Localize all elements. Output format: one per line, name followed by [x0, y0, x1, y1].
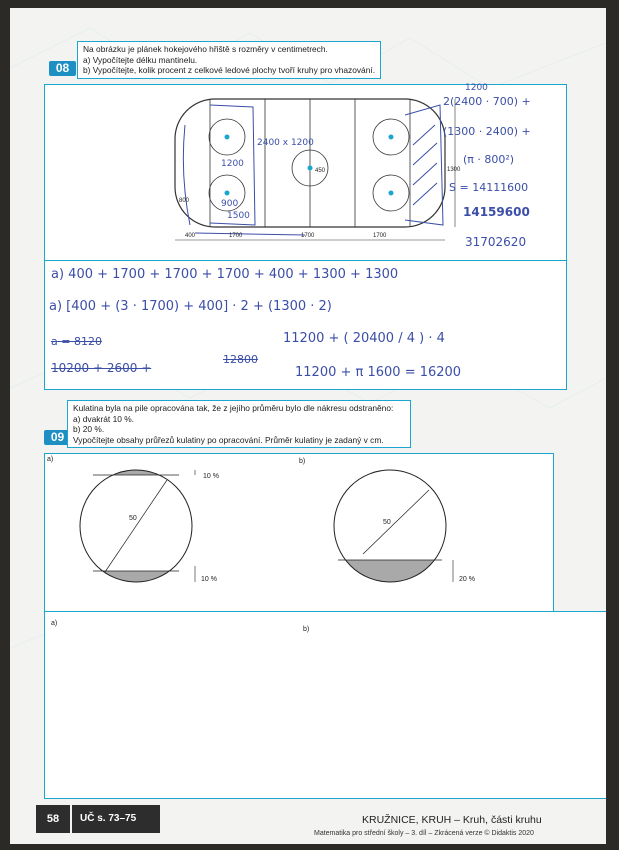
- pct-b: 20 %: [459, 576, 475, 583]
- answer-label-b: b): [303, 626, 310, 633]
- hw-plan-r6: 14159600: [463, 205, 530, 219]
- task-09-answer-frame: [44, 611, 606, 799]
- hw-plan-r5: S = 14111600: [449, 181, 529, 194]
- task-08-line-1: Na obrázku je plánek hokejového hřiště s rozměry v centimetrech.: [83, 44, 328, 54]
- hw-answer-3: a = 8120: [51, 335, 102, 348]
- diameter-b: 50: [383, 519, 391, 526]
- task-08-line-2: a) Vypočítejte délku mantinelu.: [83, 54, 198, 65]
- pct-a-bottom: 10 %: [201, 576, 217, 583]
- hw-answer-1: a) 400 + 1700 + 1700 + 1700 + 400 + 1300 + 1300: [51, 267, 399, 282]
- task-08-badge: 08: [49, 61, 76, 76]
- answer-label-a: a): [51, 620, 58, 627]
- task-08-drawing-frame: [44, 84, 567, 262]
- hw-plan-r1: 1200: [465, 83, 488, 93]
- chapter-title: KRUŽNICE, KRUH – Kruh, části kruhu: [362, 814, 542, 826]
- dim-400: 400: [185, 233, 196, 239]
- dim-450: 450: [315, 168, 326, 174]
- label-b: b): [299, 458, 306, 465]
- task-08-header: [77, 41, 381, 79]
- dim-1700-b: 1700: [301, 233, 315, 239]
- hw-answer-4: 10200 + 2600 +: [51, 361, 152, 375]
- hw-1200: 1200: [221, 159, 244, 169]
- hw-answer-5: 12800: [223, 353, 258, 366]
- task-09-line-1: Kulatina byla na pile opracována tak, že z jejího průměru bylo dle nákresu odstraněno:: [73, 403, 394, 413]
- textbook-reference: UČ s. 73–75: [72, 805, 160, 833]
- hw-plan-r2: 2(2400 · 700) +: [443, 95, 531, 108]
- task-09-line-3: b) 20 %.: [73, 424, 105, 435]
- hw-plan-r7: 31702620: [465, 235, 527, 249]
- hw-2400x: 2400 x 1200: [257, 138, 314, 148]
- hw-answer-7: 11200 + π 1600 = 16200: [295, 365, 462, 380]
- page-number: 58: [36, 805, 70, 833]
- pct-a-top: 10 %: [203, 473, 219, 480]
- book-subtitle: Matematika pro střední školy – 3. díl – Zkrácená verze © Didaktis 2020: [314, 830, 534, 837]
- task-09-header: [67, 400, 411, 448]
- task-08-answer-frame: [44, 260, 567, 390]
- dim-1700-a: 1700: [229, 233, 243, 239]
- hw-answer-2: a) [400 + (3 · 1700) + 400] · 2 + (1300 · 2): [49, 299, 332, 314]
- log-cross-sections: [45, 454, 553, 612]
- workbook-page: [10, 8, 606, 844]
- label-a: a): [47, 456, 54, 463]
- hw-900: 900: [221, 199, 239, 209]
- hw-plan-r3: (1300 · 2400) +: [443, 125, 531, 138]
- hw-plan-r4: (π · 800²): [463, 153, 515, 166]
- hw-answer-6: 11200 + ( 20400 / 4 ) · 4: [283, 331, 445, 346]
- diameter-a: 50: [129, 515, 137, 522]
- dim-800: 800: [179, 198, 190, 204]
- task-09-drawing-frame: [44, 453, 554, 613]
- task-09-line-2: a) dvakrát 10 %.: [73, 413, 134, 424]
- task-08-line-3: b) Vypočítejte, kolik procent z celkové ledové plochy tvoří kruhy pro vhazování.: [83, 65, 376, 76]
- task-09-line-4: Vypočítejte obsahy průřezů kulatiny po opracování. Průměr kulatiny je zadaný v cm.: [73, 434, 384, 445]
- dim-1700-c: 1700: [373, 233, 387, 239]
- task-09-badge: 09: [44, 430, 71, 445]
- dim-1300: 1300: [447, 167, 461, 173]
- hw-1500: 1500: [227, 211, 250, 221]
